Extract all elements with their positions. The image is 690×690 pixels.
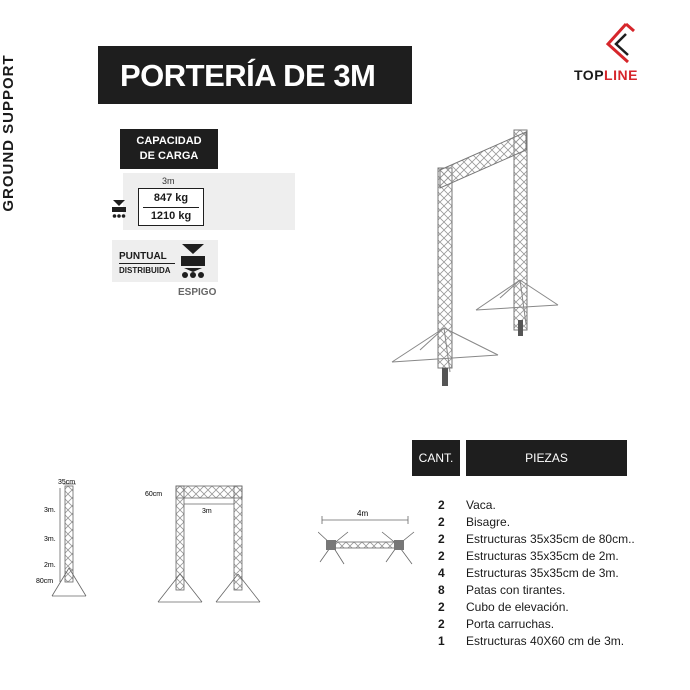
dim-section-2: 3m. — [44, 536, 56, 543]
topline-logo-icon — [602, 22, 642, 64]
part-desc: Cubo de elevación. — [466, 599, 569, 614]
part-desc: Porta carruchas. — [466, 616, 555, 631]
load-values — [138, 188, 204, 226]
dim-section-3: 2m. — [44, 562, 56, 569]
part-desc: Patas con tirantes. — [466, 582, 566, 597]
tower-elevation-drawing — [36, 478, 96, 603]
dim-frame-span: 3m — [202, 508, 212, 515]
distributed-load-value: 1210 kg — [150, 210, 192, 222]
legend-distributed-label: DISTRIBUIDA — [119, 266, 171, 275]
part-qty: 2 — [438, 497, 445, 512]
part-desc: Estructuras 35x35cm de 2m. — [466, 548, 619, 563]
part-qty: 2 — [438, 616, 445, 631]
part-desc: Estructuras 35x35cm de 3m. — [466, 565, 619, 580]
part-qty: 2 — [438, 548, 445, 563]
part-desc: Vaca. — [466, 497, 496, 512]
list-item — [438, 598, 635, 615]
parts-column-header: PIEZAS — [466, 440, 627, 476]
part-desc: Estructuras 40X60 cm de 3m. — [466, 633, 625, 648]
part-qty: 2 — [438, 514, 445, 529]
part-qty: 8 — [438, 582, 445, 597]
dim-section-1: 3m. — [44, 507, 56, 514]
frame-elevation-drawing — [140, 478, 270, 608]
capacity-heading — [120, 129, 218, 169]
brand-part1: TOP — [574, 67, 605, 83]
parts-list — [438, 496, 635, 649]
part-qty: 1 — [438, 633, 445, 648]
load-legend-icon — [180, 244, 206, 280]
list-item — [438, 496, 635, 513]
qty-column-header: CANT. — [412, 440, 460, 476]
capacity-heading-line2: DE CARGA — [139, 150, 199, 162]
dim-section-4: 80cm — [36, 578, 54, 585]
point-load-value: 847 kg — [153, 192, 189, 204]
dim-tower-top: 35cm — [58, 479, 76, 486]
part-qty: 2 — [438, 531, 445, 546]
part-desc: Estructuras 35x35cm de 80cm.. — [466, 531, 635, 546]
list-item — [438, 581, 635, 598]
side-label: GROUND SUPPORT — [0, 54, 17, 212]
connector-label: ESPIGO — [178, 287, 217, 298]
load-type-icon — [111, 200, 127, 220]
brand-part2: LINE — [604, 67, 638, 83]
brand-logo — [574, 67, 638, 83]
part-qty: 2 — [438, 599, 445, 614]
capacity-heading-line1: CAPACIDAD — [136, 135, 202, 147]
part-desc: Bisagre. — [466, 514, 511, 529]
top-view-drawing — [318, 506, 418, 568]
list-item — [438, 530, 635, 547]
legend-underline — [119, 263, 175, 264]
list-item — [438, 547, 635, 564]
divider — [143, 207, 199, 208]
list-item — [438, 632, 635, 649]
part-qty: 4 — [438, 565, 445, 580]
span-label: 3m — [162, 176, 175, 186]
list-item — [438, 615, 635, 632]
goalpost-render — [380, 110, 570, 400]
dim-frame-height: 60cm — [145, 491, 163, 498]
list-item — [438, 513, 635, 530]
legend-point-label: PUNTUAL — [119, 251, 167, 262]
dim-top-span: 4m — [357, 509, 369, 518]
page-title: PORTERÍA DE 3M — [120, 58, 376, 93]
list-item — [438, 564, 635, 581]
